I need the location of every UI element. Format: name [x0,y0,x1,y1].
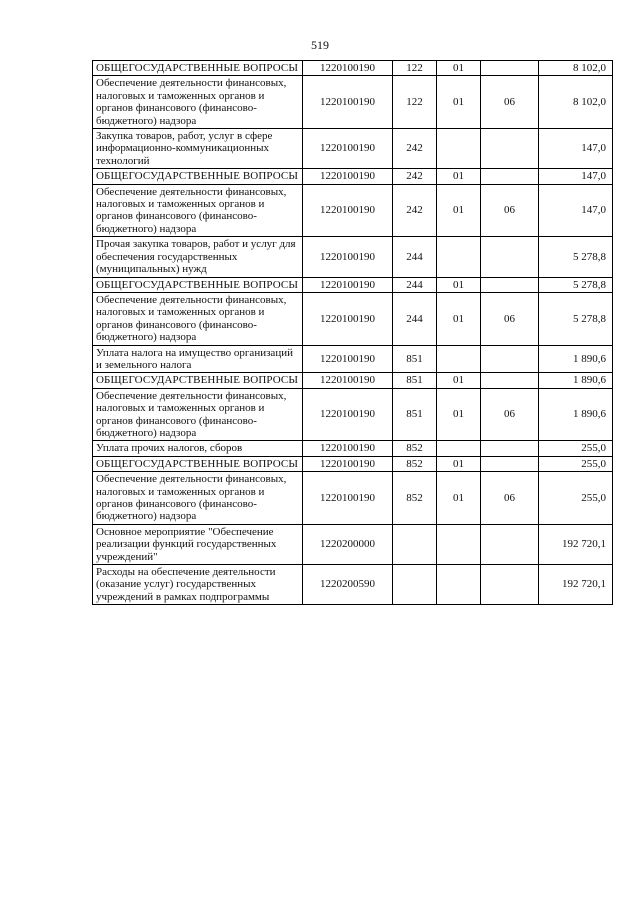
cell-section [437,524,481,564]
cell-expense-type: 852 [393,441,437,456]
cell-name: Расходы на обеспечение деятельности (оказание услуг) государственных учреждений в рамках подпрограммы [93,565,303,605]
cell-expense-type: 244 [393,277,437,292]
cell-expense-type: 244 [393,237,437,277]
cell-target-code: 1220200590 [303,565,393,605]
cell-name: Обеспечение деятельности финансовых, налоговых и таможенных органов и органов финансового (финансово-бюджетного) надзора [93,76,303,129]
table-row [93,129,613,169]
cell-subsection: 06 [481,388,539,441]
cell-target-code: 1220100190 [303,237,393,277]
cell-amount: 192 720,1 [539,524,613,564]
table-row [93,237,613,277]
cell-target-code: 1220100190 [303,169,393,184]
cell-section: 01 [437,472,481,525]
cell-subsection [481,456,539,471]
cell-expense-type: 852 [393,472,437,525]
table-row [93,472,613,525]
cell-amount: 192 720,1 [539,565,613,605]
cell-section: 01 [437,76,481,129]
table-body [93,61,613,605]
cell-subsection [481,565,539,605]
cell-section [437,565,481,605]
cell-name: Обеспечение деятельности финансовых, налоговых и таможенных органов и органов финансового (финансово-бюджетного) надзора [93,184,303,237]
cell-subsection: 06 [481,184,539,237]
cell-expense-type: 242 [393,169,437,184]
cell-expense-type: 244 [393,292,437,345]
table-row [93,388,613,441]
cell-name: Обеспечение деятельности финансовых, налоговых и таможенных органов и органов финансового (финансово-бюджетного) надзора [93,472,303,525]
cell-subsection: 06 [481,76,539,129]
cell-name: Уплата налога на имущество организаций и земельного налога [93,345,303,373]
cell-amount: 147,0 [539,184,613,237]
cell-target-code: 1220100190 [303,76,393,129]
table-row [93,345,613,373]
cell-amount: 1 890,6 [539,373,613,388]
cell-subsection [481,237,539,277]
cell-target-code: 1220100190 [303,441,393,456]
cell-section [437,237,481,277]
cell-expense-type: 851 [393,373,437,388]
cell-amount: 1 890,6 [539,388,613,441]
cell-name: ОБЩЕГОСУДАРСТВЕННЫЕ ВОПРОСЫ [93,277,303,292]
cell-section [437,441,481,456]
cell-target-code: 1220100190 [303,472,393,525]
cell-section: 01 [437,292,481,345]
table-row [93,184,613,237]
cell-name: Закупка товаров, работ, услуг в сфере информационно-коммуникационных технологий [93,129,303,169]
cell-amount: 255,0 [539,441,613,456]
cell-expense-type: 122 [393,76,437,129]
cell-amount: 147,0 [539,169,613,184]
cell-amount: 147,0 [539,129,613,169]
cell-subsection [481,345,539,373]
cell-subsection [481,441,539,456]
table-row [93,441,613,456]
cell-name: ОБЩЕГОСУДАРСТВЕННЫЕ ВОПРОСЫ [93,61,303,76]
cell-amount: 8 102,0 [539,76,613,129]
cell-amount: 5 278,8 [539,237,613,277]
cell-section: 01 [437,184,481,237]
cell-section: 01 [437,61,481,76]
cell-target-code: 1220100190 [303,292,393,345]
cell-target-code: 1220100190 [303,61,393,76]
cell-expense-type [393,524,437,564]
cell-target-code: 1220100190 [303,184,393,237]
cell-name: ОБЩЕГОСУДАРСТВЕННЫЕ ВОПРОСЫ [93,169,303,184]
cell-subsection [481,524,539,564]
table-row [93,169,613,184]
table-row [93,565,613,605]
cell-amount: 1 890,6 [539,345,613,373]
cell-expense-type: 852 [393,456,437,471]
cell-expense-type: 122 [393,61,437,76]
cell-subsection [481,373,539,388]
cell-section: 01 [437,169,481,184]
table-row [93,277,613,292]
cell-name: Обеспечение деятельности финансовых, налоговых и таможенных органов и органов финансового (финансово-бюджетного) надзора [93,388,303,441]
table-row [93,456,613,471]
cell-name: Прочая закупка товаров, работ и услуг для обеспечения государственных (муниципальных) нужд [93,237,303,277]
table-row [93,524,613,564]
table-row [93,61,613,76]
cell-expense-type: 851 [393,345,437,373]
cell-name: Обеспечение деятельности финансовых, налоговых и таможенных органов и органов финансового (финансово-бюджетного) надзора [93,292,303,345]
cell-subsection: 06 [481,292,539,345]
cell-section: 01 [437,373,481,388]
cell-name: ОБЩЕГОСУДАРСТВЕННЫЕ ВОПРОСЫ [93,456,303,471]
cell-target-code: 1220200000 [303,524,393,564]
cell-target-code: 1220100190 [303,345,393,373]
cell-amount: 255,0 [539,472,613,525]
cell-section: 01 [437,277,481,292]
cell-name: Уплата прочих налогов, сборов [93,441,303,456]
cell-expense-type: 851 [393,388,437,441]
cell-amount: 8 102,0 [539,61,613,76]
table-row [93,373,613,388]
cell-target-code: 1220100190 [303,456,393,471]
cell-section: 01 [437,456,481,471]
cell-section: 01 [437,388,481,441]
cell-subsection [481,129,539,169]
cell-subsection [481,277,539,292]
budget-table [92,60,613,605]
cell-name: Основное мероприятие "Обеспечение реализации функций государственных учреждений" [93,524,303,564]
cell-section [437,129,481,169]
cell-subsection [481,169,539,184]
cell-expense-type: 242 [393,184,437,237]
cell-expense-type: 242 [393,129,437,169]
cell-amount: 5 278,8 [539,292,613,345]
page-number: 519 [311,38,329,52]
table-row [93,292,613,345]
cell-name: ОБЩЕГОСУДАРСТВЕННЫЕ ВОПРОСЫ [93,373,303,388]
cell-amount: 5 278,8 [539,277,613,292]
cell-expense-type [393,565,437,605]
cell-target-code: 1220100190 [303,388,393,441]
cell-subsection [481,61,539,76]
cell-target-code: 1220100190 [303,129,393,169]
cell-target-code: 1220100190 [303,373,393,388]
cell-section [437,345,481,373]
table-row [93,76,613,129]
cell-target-code: 1220100190 [303,277,393,292]
cell-amount: 255,0 [539,456,613,471]
cell-subsection: 06 [481,472,539,525]
